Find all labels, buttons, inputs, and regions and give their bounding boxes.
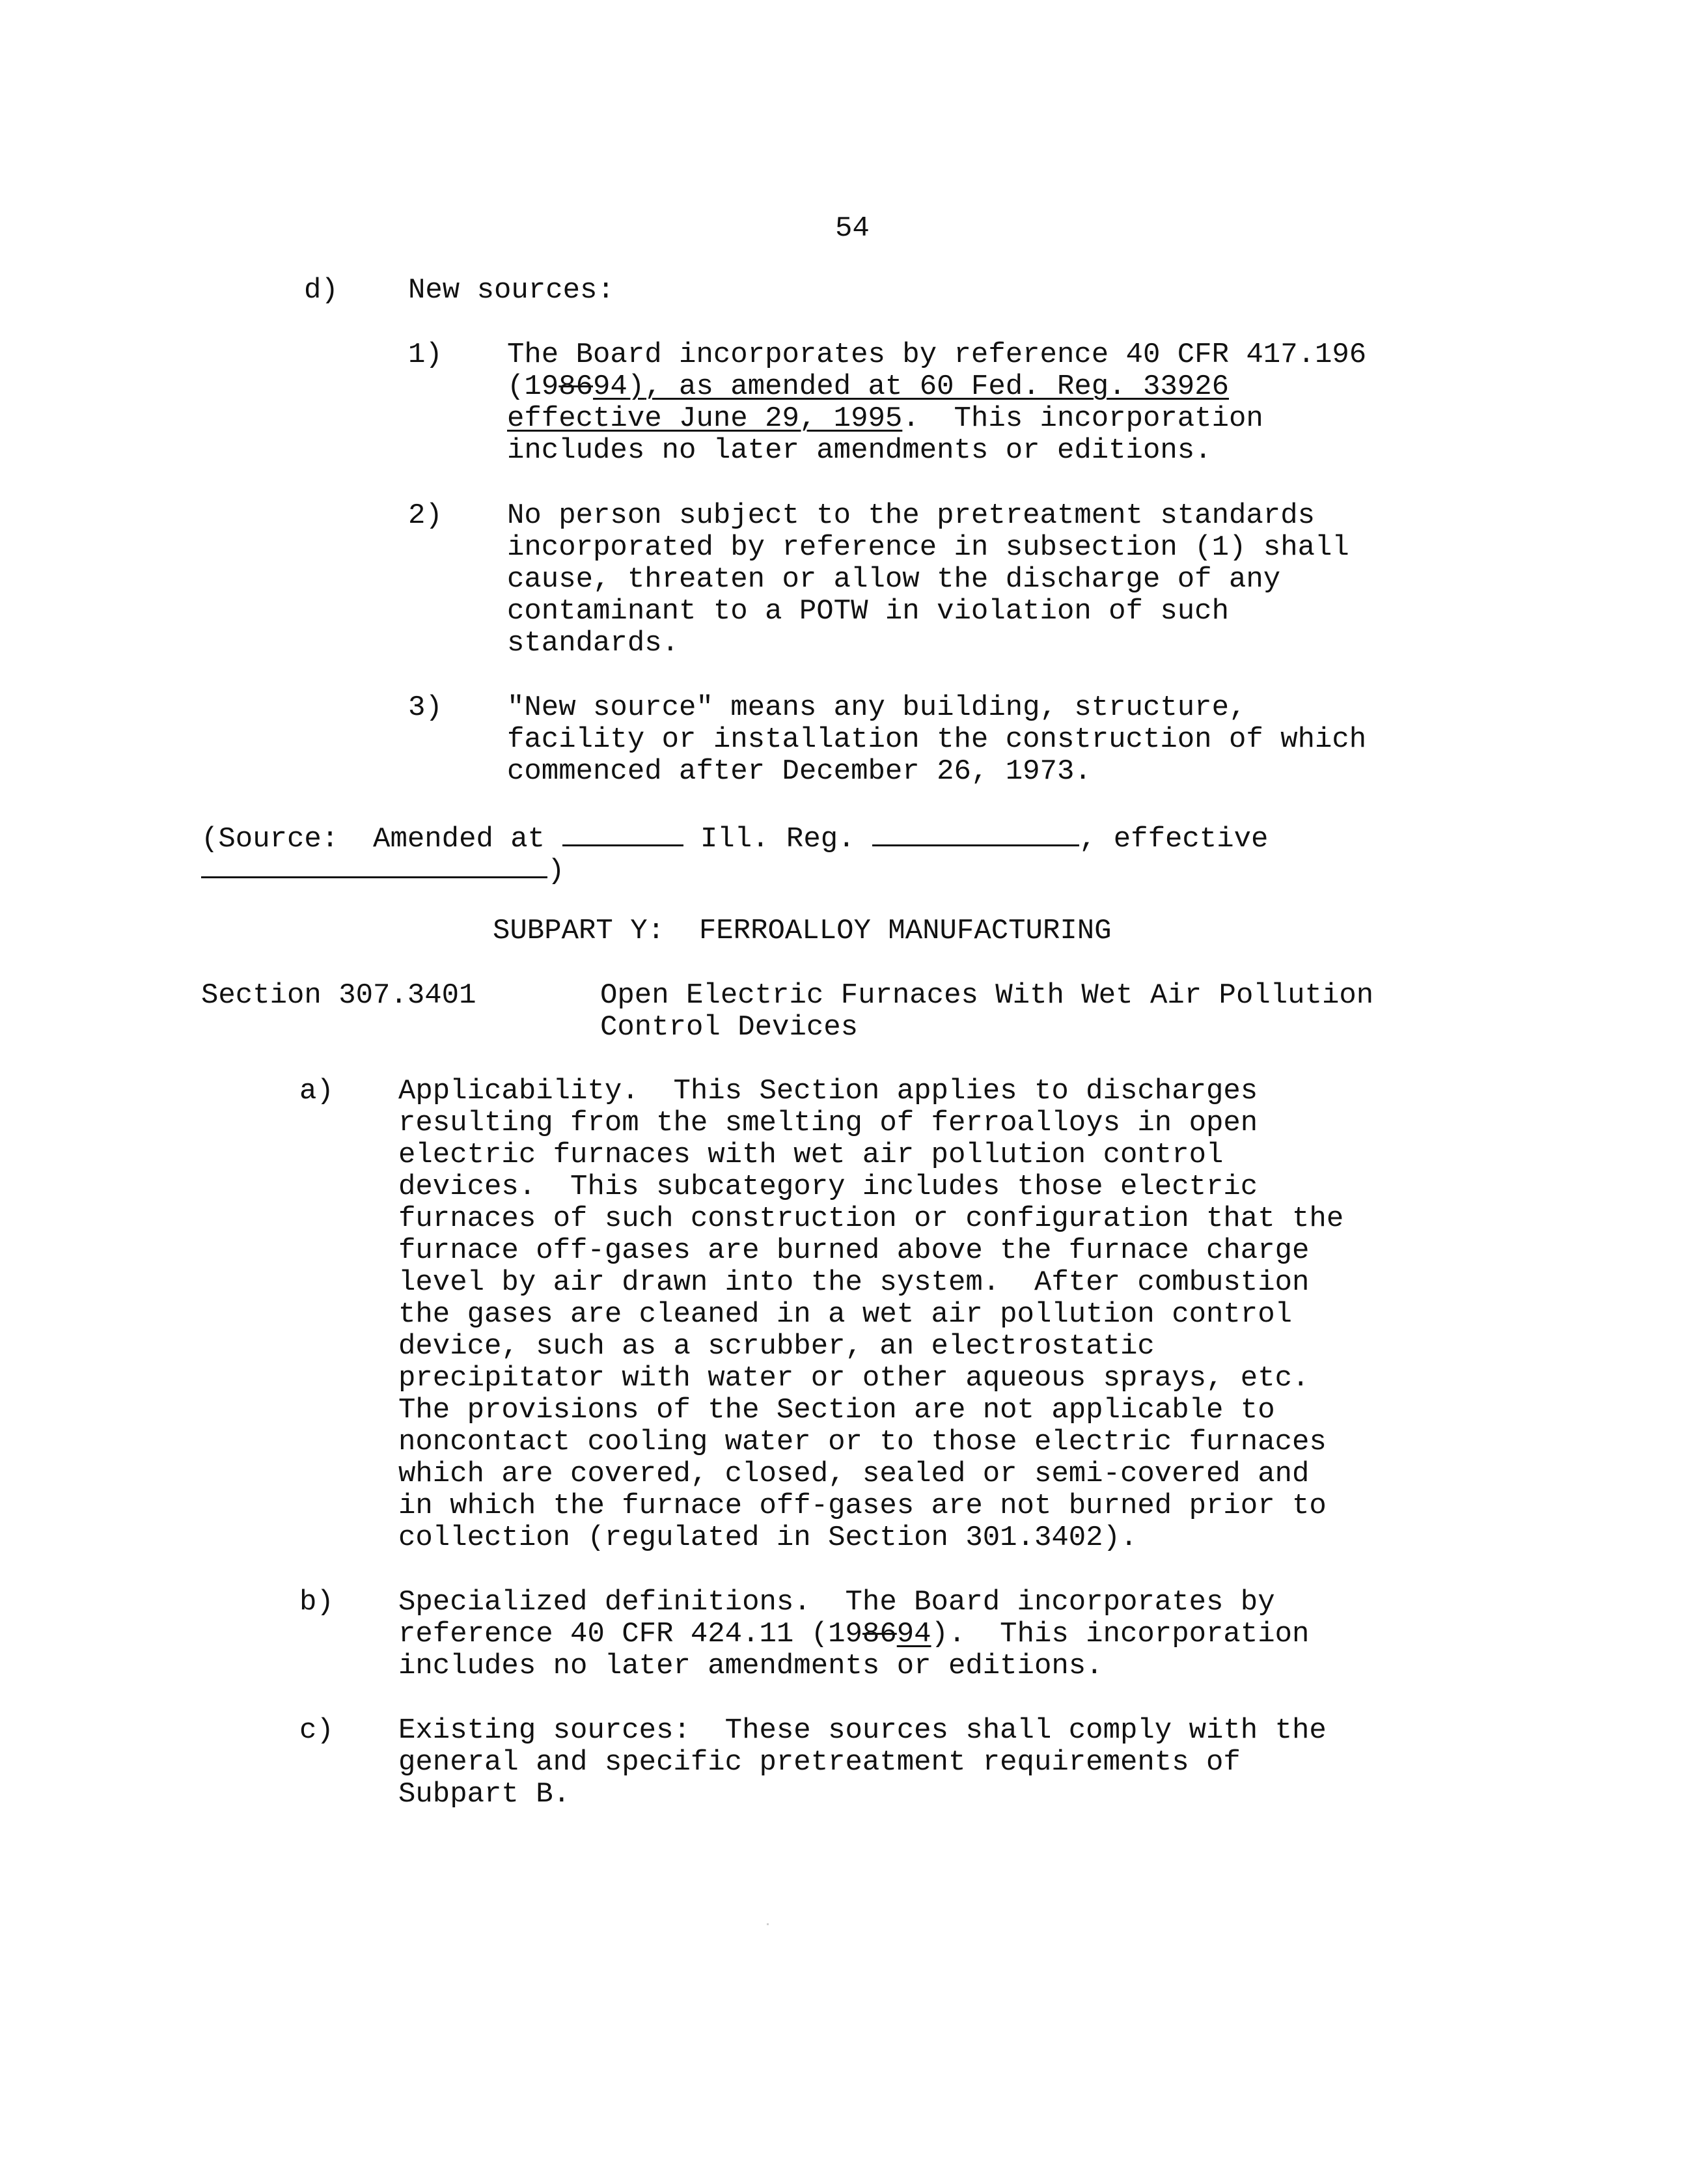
- subsection-a-line-3: electric furnaces with wet air pollution control: [398, 1139, 1224, 1171]
- subsection-c-marker: c): [299, 1714, 334, 1747]
- item-2-line-1: No person subject to the pretreatment standards: [507, 499, 1315, 532]
- register-page-blank: [872, 820, 1079, 846]
- item-1-year-struck: 86: [558, 370, 594, 403]
- source-close: ): [547, 855, 565, 887]
- item-1-line-1: The Board incorporates by reference 40 CFR 417.196: [507, 339, 1367, 371]
- subsection-a-line-12: noncontact cooling water or to those electric furnaces: [398, 1426, 1327, 1458]
- item-1-amendment-inserted: , as amended at 60 Fed. Reg. 33926: [644, 370, 1229, 403]
- item-1-line-4: includes no later amendments or editions.: [507, 434, 1212, 467]
- subsection-a-line-6: furnace off-gases are burned above the furnace charge: [398, 1234, 1310, 1267]
- scan-speck: [767, 1923, 769, 1925]
- item-2-marker: 2): [408, 499, 443, 532]
- section-title-line-1: Open Electric Furnaces With Wet Air Pollution: [600, 979, 1374, 1012]
- item-1-year-prefix: (19: [507, 370, 559, 403]
- section-number: Section 307.3401: [201, 979, 476, 1012]
- subsection-a-line-14: in which the furnace off-gases are not burned prior to: [398, 1490, 1327, 1522]
- item-2-line-3: cause, threaten or allow the discharge of any: [507, 563, 1281, 596]
- item-1-marker: 1): [408, 339, 443, 371]
- subsection-c-line-2: general and specific pretreatment requirements of: [398, 1746, 1241, 1779]
- subsection-d-heading: New sources:: [408, 274, 614, 307]
- subsection-a-line-11: The provisions of the Section are not applicable to: [398, 1394, 1275, 1426]
- item-1-line-2: [507, 371, 1229, 404]
- effective-date-blank: [201, 852, 547, 878]
- item-1-year-inserted: 94): [593, 370, 645, 403]
- subpart-title: SUBPART Y: FERROALLOY MANUFACTURING: [493, 915, 1112, 947]
- item-1-line-3-rest: . This incorporation: [902, 402, 1263, 435]
- item-3-marker: 3): [408, 691, 443, 724]
- subsection-d-marker: d): [304, 274, 338, 307]
- subsection-a-line-9: device, such as a scrubber, an electrostatic: [398, 1330, 1155, 1363]
- subsection-a-line-10: precipitator with water or other aqueous sprays, etc.: [398, 1362, 1310, 1395]
- subsection-b-year-struck: 86: [862, 1618, 897, 1650]
- subsection-b-line-1: Specialized definitions. The Board incorporates by: [398, 1586, 1275, 1619]
- subsection-a-marker: a): [299, 1075, 334, 1107]
- subsection-b-line-2-rest: ). This incorporation: [931, 1618, 1310, 1650]
- item-3-line-2: facility or installation the construction of which: [507, 723, 1367, 756]
- section-title-line-2: Control Devices: [600, 1011, 859, 1044]
- source-suffix: , effective: [1079, 823, 1269, 855]
- register-volume-blank: [562, 820, 683, 846]
- subsection-b-ref-prefix: reference 40 CFR 424.11 (19: [398, 1618, 862, 1650]
- item-2-line-5: standards.: [507, 627, 680, 660]
- source-mid: Ill. Reg.: [700, 823, 855, 855]
- page-number: 54: [835, 212, 870, 245]
- subsection-a-line-4: devices. This subcategory includes those electric: [398, 1171, 1258, 1203]
- subsection-a-line-2: resulting from the smelting of ferroalloys in open: [398, 1107, 1258, 1139]
- item-2-line-2: incorporated by reference in subsection (1) shall: [507, 531, 1349, 564]
- subsection-b-year-inserted: 94: [896, 1618, 931, 1650]
- subsection-b-line-3: includes no later amendments or editions.: [398, 1650, 1103, 1682]
- subsection-a-line-13: which are covered, closed, sealed or semi-covered and: [398, 1458, 1310, 1490]
- subsection-a-line-15: collection (regulated in Section 301.3402).: [398, 1522, 1138, 1554]
- source-note-line-2: [201, 852, 564, 888]
- subsection-a-line-8: the gases are cleaned in a wet air pollution control: [398, 1298, 1293, 1331]
- subsection-b-marker: b): [299, 1586, 334, 1619]
- source-note-line-1: [201, 820, 1268, 856]
- subsection-a-line-7: level by air drawn into the system. After combustion: [398, 1266, 1310, 1299]
- item-3-line-3: commenced after December 26, 1973.: [507, 755, 1092, 788]
- subsection-a-line-5: furnaces of such construction or configuration that the: [398, 1203, 1344, 1235]
- subsection-c-line-1: Existing sources: These sources shall comply with the: [398, 1714, 1327, 1747]
- item-1-line-3: [507, 403, 1263, 436]
- subsection-c-line-3: Subpart B.: [398, 1778, 571, 1811]
- item-2-line-4: contaminant to a POTW in violation of such: [507, 595, 1229, 628]
- subsection-a-line-1: Applicability. This Section applies to discharges: [398, 1075, 1258, 1107]
- source-prefix: (Source: Amended at: [201, 823, 545, 855]
- subsection-b-line-2: [398, 1619, 1309, 1651]
- item-3-line-1: "New source" means any building, structure,: [507, 691, 1247, 724]
- item-1-effective-inserted: effective June 29, 1995: [507, 402, 903, 435]
